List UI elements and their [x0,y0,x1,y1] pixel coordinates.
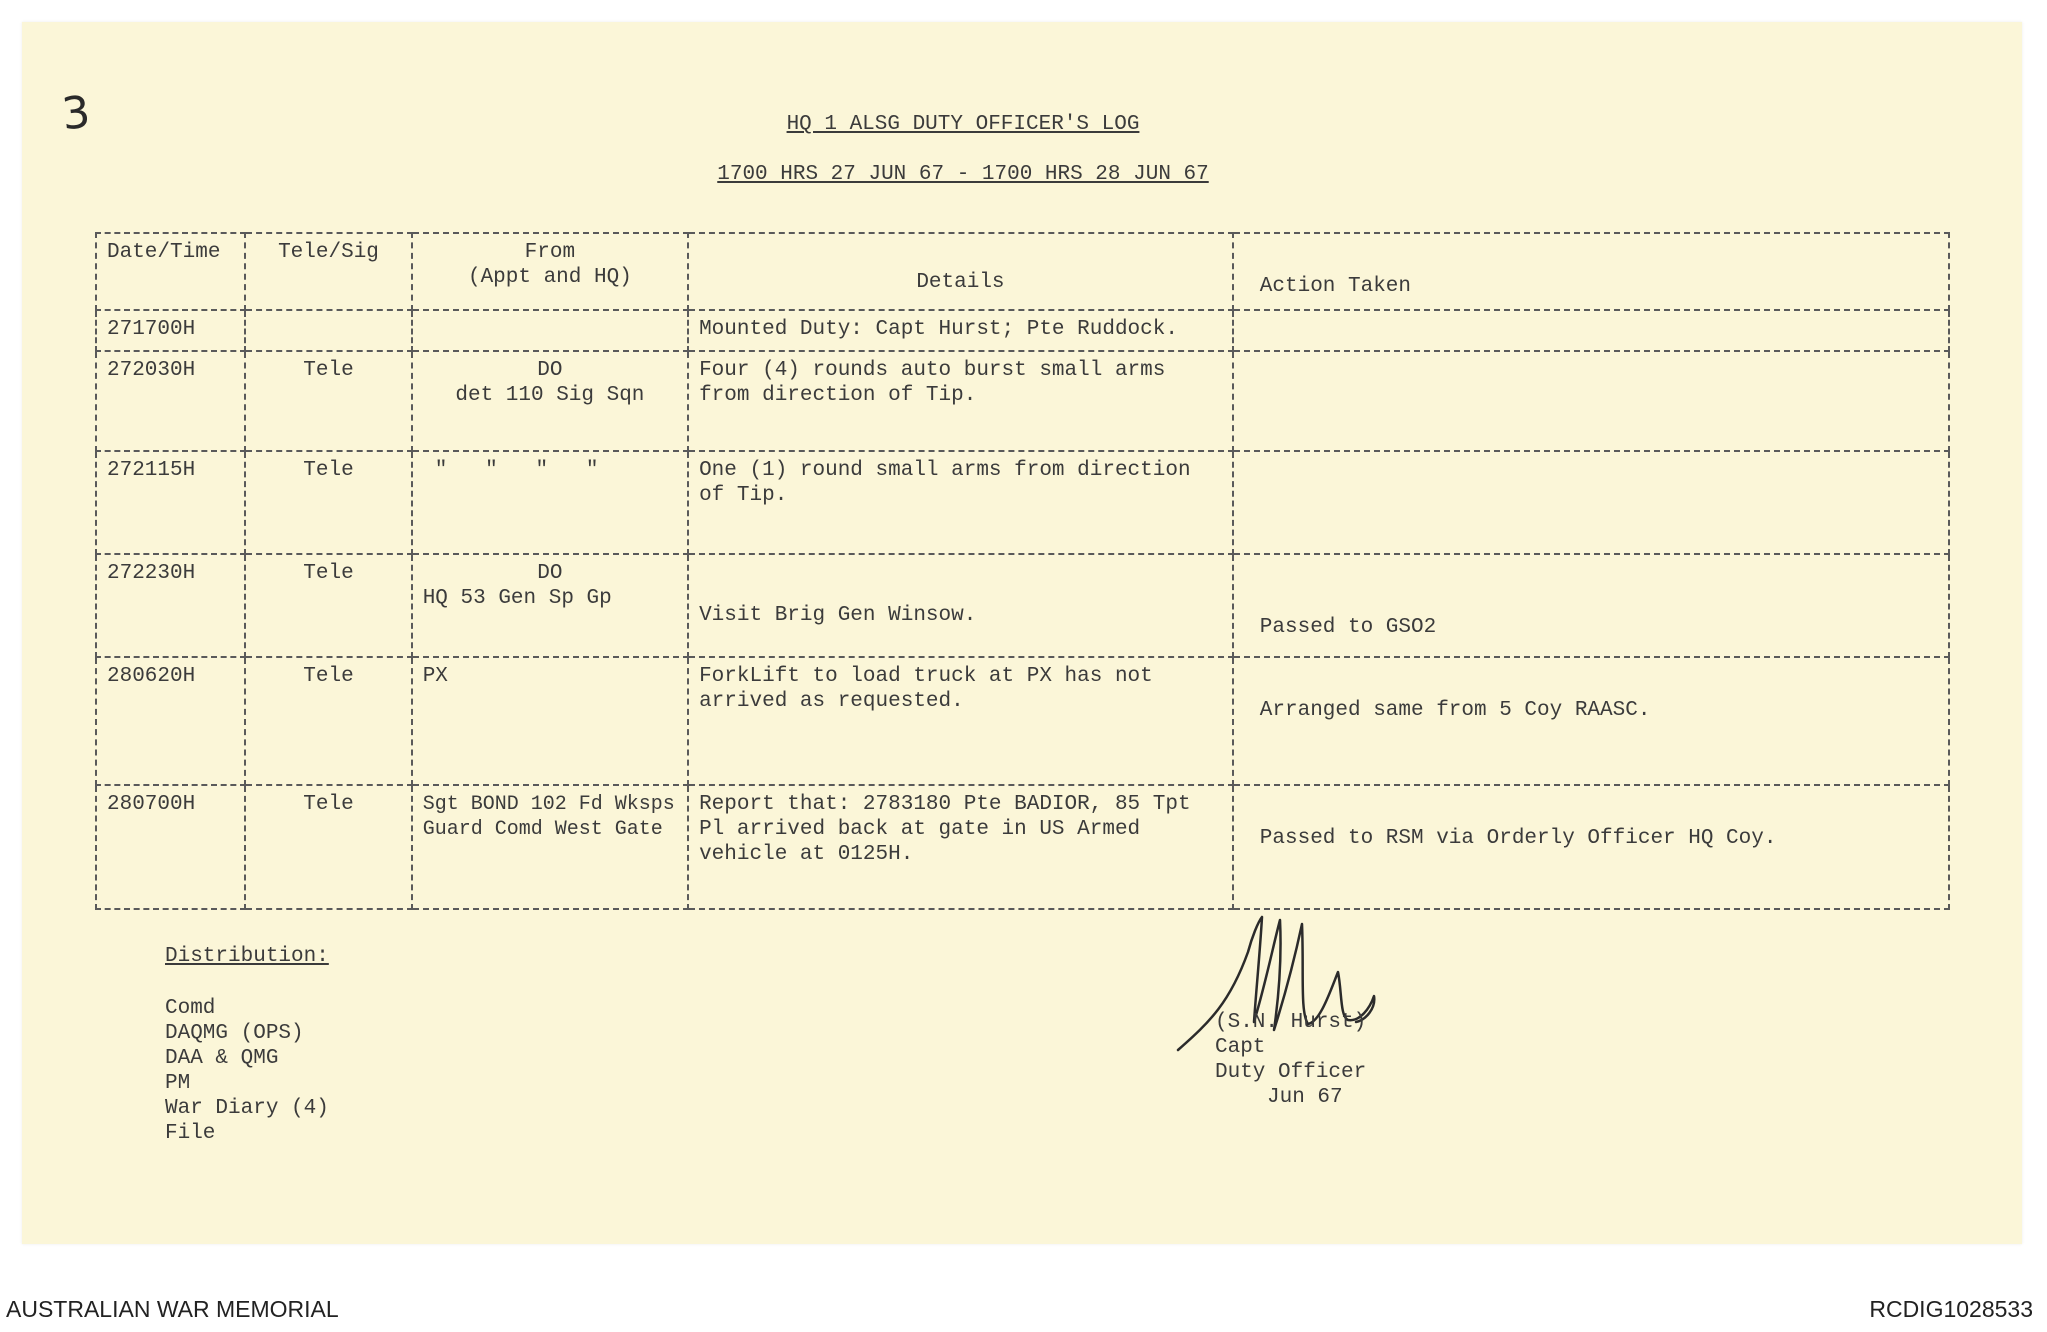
signature-block [1215,1010,1366,1110]
cell-from-line2: HQ 53 Gen Sp Gp [422,587,612,611]
cell-date: 280700H [96,785,245,909]
cell-date: 271700H [96,310,245,351]
cell-details: Report that: 2783180 Pte BADIOR, 85 Tpt Pl arrived back at gate in US Armed vehicle at 0125H. [688,785,1233,909]
cell-tele: Tele [245,554,411,657]
cell-tele: Tele [245,785,411,909]
signature-rank: Capt [1215,1036,1266,1059]
header-details: Details [688,233,1233,310]
distribution-item: War Diary (4) [165,1097,329,1120]
cell-date: 272230H [96,554,245,657]
cell-tele [245,310,411,351]
cell-from [412,451,688,554]
table-row [96,351,1949,452]
cell-action [1233,351,1949,452]
cell-from [412,310,688,351]
distribution-heading: Distribution: [165,945,329,968]
cell-from-line1: PX [422,665,448,689]
cell-from-line1: Sgt BOND 102 Fd Wksps [422,793,675,817]
cell-from [412,351,688,452]
cell-action: Passed to GSO2 [1233,554,1949,657]
table-header-row [96,233,1949,310]
distribution-item: DAQMG (OPS) [165,1022,304,1045]
table-row [96,310,1949,351]
document-title: HQ 1 ALSG DUTY OFFICER'S LOG [786,113,1140,136]
cell-date: 272115H [96,451,245,554]
document-period: 1700 HRS 27 JUN 67 - 1700 HRS 28 JUN 67 [717,163,1209,186]
cell-action: Passed to RSM via Orderly Officer HQ Coy. [1233,785,1949,909]
duty-log-table [95,232,1950,910]
signature-date: Jun 67 [1267,1086,1343,1109]
cell-details: Four (4) rounds auto burst small arms from direction of Tip. [688,351,1233,452]
cell-tele: Tele [245,657,411,785]
cell-date: 280620H [96,657,245,785]
distribution-item: Comd [165,997,216,1020]
cell-from-line1: " " " " [434,459,599,483]
distribution-item: PM [165,1072,191,1095]
header-date-time: Date/Time [96,233,245,310]
header-tele-sig: Tele/Sig [245,233,411,310]
page-number: 3 [59,86,93,141]
header-action: Action Taken [1233,233,1949,310]
footer-record-id: RCDIG1028533 [1869,1296,2033,1322]
cell-action: Arranged same from 5 Coy RAASC. [1233,657,1949,785]
table-row [96,451,1949,554]
cell-details: Visit Brig Gen Winsow. [688,554,1233,657]
table-row [96,657,1949,785]
cell-details: Mounted Duty: Capt Hurst; Pte Ruddock. [688,310,1233,351]
signature-role: Duty Officer [1215,1061,1367,1084]
cell-action [1233,310,1949,351]
cell-from [412,785,688,909]
footer-institution: AUSTRALIAN WAR MEMORIAL [6,1296,339,1322]
cell-details: One (1) round small arms from direction of Tip. [688,451,1233,554]
distribution-list [165,996,329,1146]
cell-from-line2: Guard Comd West Gate [422,818,663,842]
cell-from-line2: det 110 Sig Sqn [455,383,645,407]
cell-tele: Tele [245,451,411,554]
header-from [412,233,688,310]
cell-from-line1: DO [537,358,563,382]
table-row [96,785,1949,909]
distribution-item: DAA & QMG [165,1047,279,1070]
cell-details: ForkLift to load truck at PX has not arrived as requested. [688,657,1233,785]
cell-from [412,554,688,657]
header-from-line1: From [524,241,576,264]
cell-tele: Tele [245,351,411,452]
cell-action [1233,451,1949,554]
header-from-line2: (Appt and HQ) [467,266,632,289]
cell-date: 272030H [96,351,245,452]
distribution-item: File [165,1122,216,1145]
table-row [96,554,1949,657]
cell-from-line1: DO [537,562,563,586]
cell-from [412,657,688,785]
signature-name: (S.N. Hurst) [1215,1011,1367,1034]
